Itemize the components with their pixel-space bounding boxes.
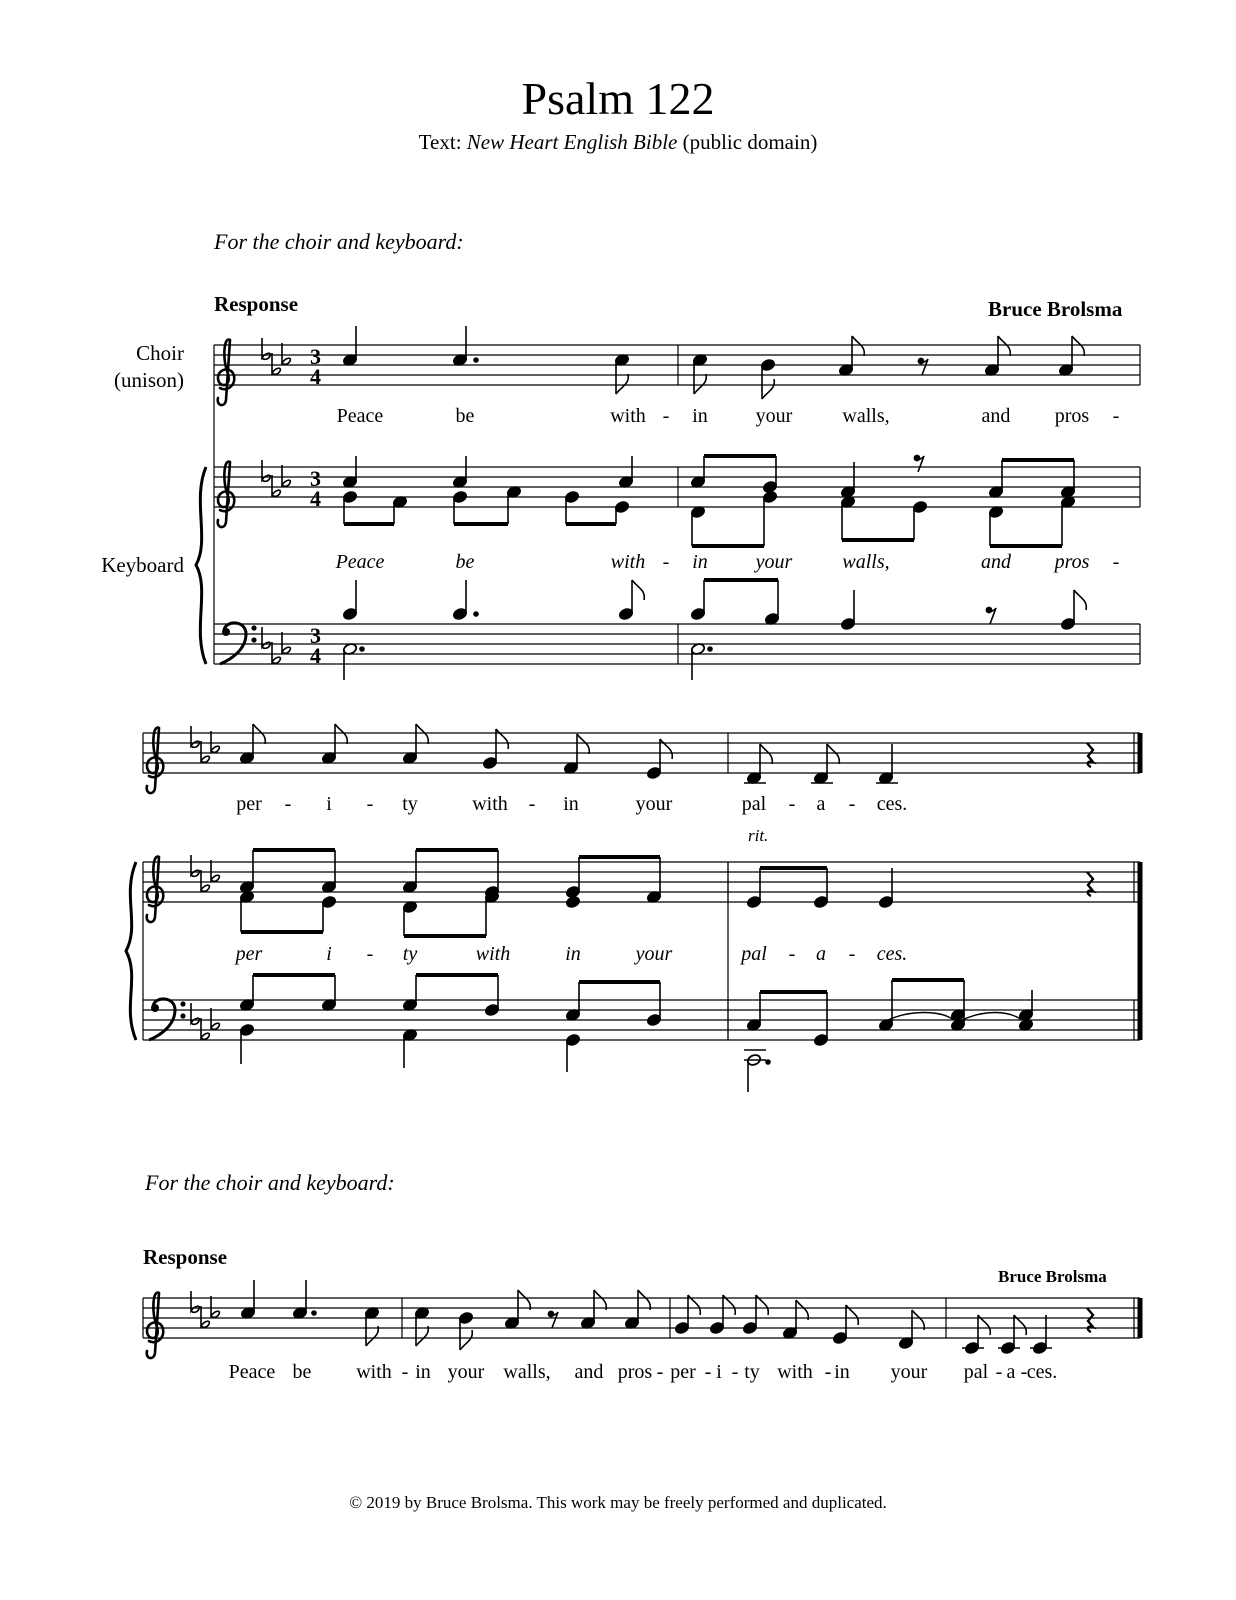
lyric-hyphen: - [662, 551, 670, 573]
lyric-hyphen: - [704, 1361, 712, 1383]
lyric-syllable: in [563, 793, 579, 815]
keyboard-treble-notes-1 [342, 455, 1075, 546]
time-sig-den: 4 [310, 486, 321, 511]
time-sig-num: 3 [310, 466, 321, 491]
section-2-composer: Bruce Brolsma [998, 1267, 1107, 1286]
lyric-hyphen: - [731, 1361, 739, 1383]
flat-icon [262, 338, 270, 359]
section-2-heading: For the choir and keyboard: [145, 1170, 395, 1195]
lyric-hyphen: - [662, 405, 670, 427]
flat-icon [282, 343, 290, 364]
lyric-syllable: walls, [503, 1361, 551, 1383]
time-sig-den: 4 [310, 643, 321, 668]
lyric-syllable: your [890, 1361, 928, 1383]
lyric-syllable: and [981, 405, 1011, 427]
tempo-marking-rit: rit. [748, 826, 769, 845]
time-sig-num: 3 [310, 623, 321, 648]
flat-icon [201, 870, 209, 891]
flat-icon [191, 1291, 199, 1312]
lyric-syllable: your [635, 943, 673, 965]
response-notes [240, 1280, 1093, 1355]
lyric-syllable: in [415, 1361, 431, 1383]
lyric-hyphen: - [848, 793, 856, 815]
section-1-response-label: Response [214, 292, 299, 316]
flat-icon [211, 1296, 219, 1317]
flat-icon [201, 1306, 209, 1327]
treble-clef-icon [218, 462, 235, 528]
lyric-syllable: per [670, 1361, 696, 1383]
text-credit-source: New Heart English Bible [466, 130, 678, 154]
lyric-syllable: in [834, 1361, 850, 1383]
section-2-response-label: Response [143, 1245, 228, 1269]
choir-notes-1 [342, 326, 1084, 399]
lyric-syllable: pros [617, 1361, 653, 1383]
lyric-hyphen: - [1020, 1361, 1028, 1383]
keyboard-treble-staff-2 [143, 862, 1140, 902]
flat-icon [282, 465, 290, 486]
flat-icon [262, 460, 270, 481]
lyric-hyphen: - [788, 793, 796, 815]
lyric-syllable: with [356, 1361, 392, 1383]
time-sig-num: 3 [310, 344, 321, 369]
lyric-syllable: per [236, 793, 262, 815]
part-label-keyboard: Keyboard [101, 553, 184, 577]
part-label-choir-line1: Choir [136, 341, 184, 365]
lyric-hyphen: - [366, 793, 374, 815]
treble-clef-icon [218, 340, 235, 406]
lyric-hyphen: - [284, 793, 292, 815]
lyric-syllable: a [816, 943, 826, 965]
lyric-syllable: and [574, 1361, 604, 1383]
lyric-hyphen: - [824, 1361, 832, 1383]
lyric-syllable: pal [741, 943, 767, 965]
lyric-hyphen: - [1112, 551, 1120, 573]
lyric-syllable: be [455, 551, 475, 573]
lyric-syllable: your [635, 793, 673, 815]
keyboard-brace [126, 862, 136, 1040]
system-3 [143, 1280, 1140, 1358]
part-label-choir-line2: (unison) [114, 368, 184, 392]
lyric-syllable: a [816, 793, 826, 815]
keyboard-bass-notes-2 [239, 975, 1033, 1092]
lyric-syllable: in [692, 551, 708, 573]
flat-icon [211, 1008, 219, 1029]
time-sig-den: 4 [310, 364, 321, 389]
lyric-syllable: ty [402, 943, 418, 965]
lyric-syllable: a [1006, 1361, 1016, 1383]
flat-icon [272, 353, 280, 374]
lyric-syllable: your [755, 551, 793, 573]
lyric-hyphen: - [656, 1361, 664, 1383]
text-credit-suffix: (public domain) [677, 130, 818, 154]
flat-icon [272, 642, 280, 663]
flat-icon [272, 475, 280, 496]
section-1-heading: For the choir and keyboard: [214, 229, 464, 254]
lyric-syllable: pal [963, 1361, 989, 1383]
lyric-syllable: i [326, 793, 332, 815]
lyric-syllable: with [610, 405, 646, 427]
lyric-syllable: pal [741, 793, 767, 815]
copyright-notice: © 2019 by Bruce Brolsma. This work may be freely performed and duplicated. [349, 1493, 887, 1512]
text-credit-prefix: Text: [418, 130, 467, 154]
flat-icon [211, 731, 219, 752]
lyric-syllable: and [981, 551, 1011, 573]
lyric-syllable: pros [1054, 551, 1090, 573]
lyric-hyphen: - [401, 1361, 409, 1383]
lyric-syllable: i [326, 943, 332, 965]
lyric-syllable: ty [744, 1361, 760, 1383]
lyric-syllable: ty [402, 793, 418, 815]
system-2 [126, 724, 1140, 1092]
system-1 [196, 326, 1140, 680]
lyric-syllable: Peace [335, 551, 385, 573]
lyric-hyphen: - [788, 943, 796, 965]
lyric-syllable: ces. [876, 793, 908, 815]
flat-icon [191, 726, 199, 747]
lyric-syllable: with [777, 1361, 813, 1383]
lyric-syllable: be [292, 1361, 312, 1383]
lyric-syllable: ces. [876, 943, 908, 965]
keyboard-treble-notes-2 [239, 850, 1093, 936]
lyric-syllable: Peace [228, 1361, 276, 1383]
keyboard-brace [196, 467, 206, 664]
lyric-syllable: in [565, 943, 581, 965]
lyric-syllable: with [475, 943, 511, 965]
keyboard-bass-notes-1 [342, 580, 1086, 680]
lyric-syllable: pros [1054, 405, 1090, 427]
lyric-syllable: Peace [336, 405, 384, 427]
lyric-hyphen: - [995, 1361, 1003, 1383]
page-title: Psalm 122 [521, 73, 715, 124]
lyric-syllable: walls, [842, 551, 890, 573]
flat-icon [282, 632, 290, 653]
lyric-syllable: in [692, 405, 708, 427]
lyric-hyphen: - [366, 943, 374, 965]
lyric-syllable: ces. [1026, 1361, 1058, 1383]
lyric-syllable: with [610, 551, 646, 573]
lyric-syllable: walls, [842, 405, 890, 427]
lyric-hyphen: - [1112, 405, 1120, 427]
choir-staff-2 [143, 733, 1140, 773]
flat-icon [262, 627, 270, 648]
lyric-syllable: i [716, 1361, 722, 1383]
lyric-syllable: your [447, 1361, 485, 1383]
lyric-hyphen: - [528, 793, 536, 815]
lyric-hyphen: - [848, 943, 856, 965]
flat-icon [191, 855, 199, 876]
flat-icon [201, 1018, 209, 1039]
section-1-composer: Bruce Brolsma [988, 297, 1123, 321]
flat-icon [201, 741, 209, 762]
treble-clef-icon [147, 1293, 164, 1359]
treble-clef-icon [147, 728, 164, 794]
lyric-syllable: be [455, 405, 475, 427]
lyric-syllable: per [235, 943, 263, 965]
lyric-syllable: with [472, 793, 508, 815]
flat-icon [211, 860, 219, 881]
choir-staff-1 [214, 345, 1140, 385]
flat-icon [191, 1003, 199, 1024]
treble-clef-icon [147, 857, 164, 923]
lyric-syllable: your [755, 405, 793, 427]
